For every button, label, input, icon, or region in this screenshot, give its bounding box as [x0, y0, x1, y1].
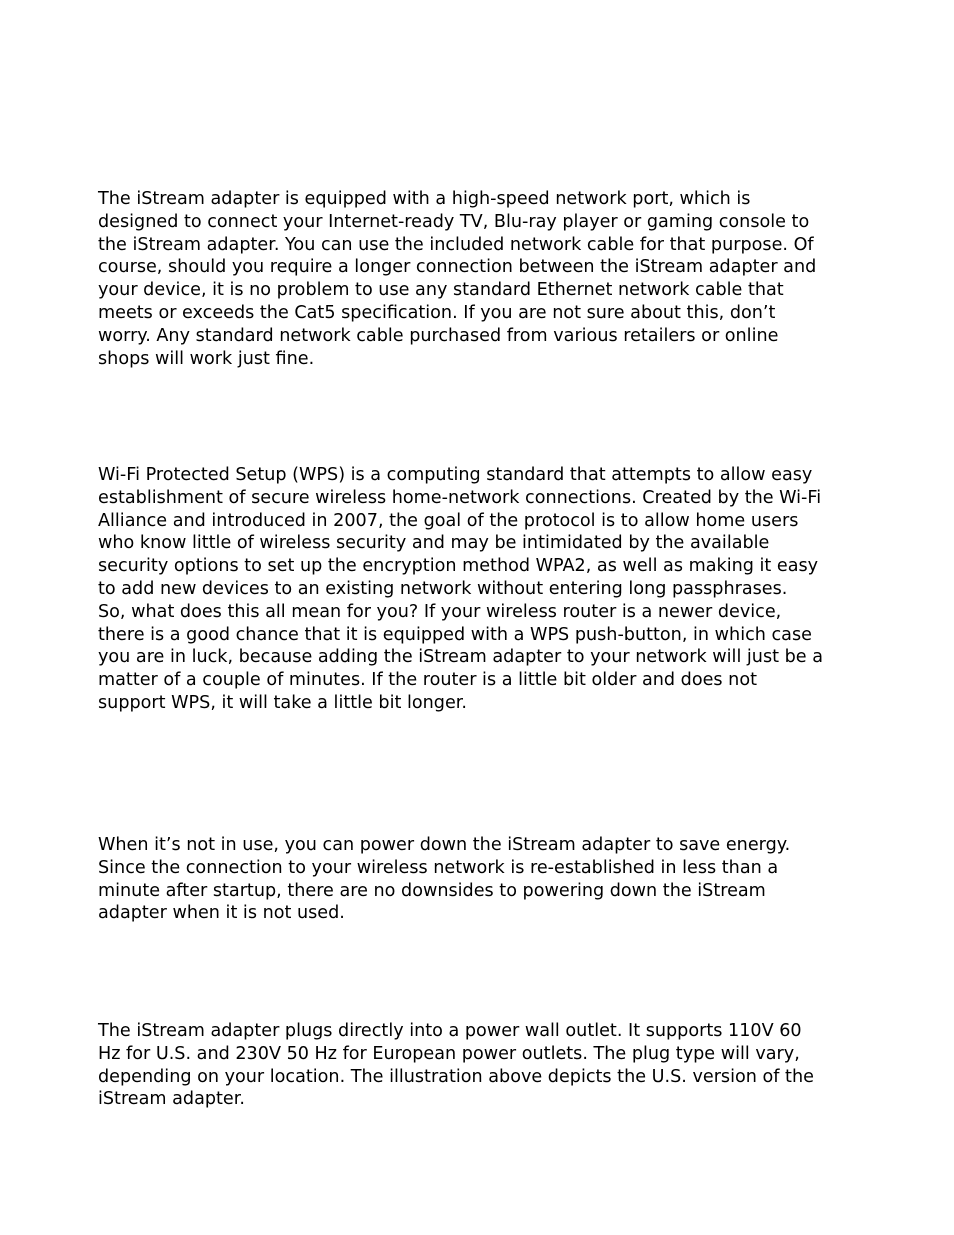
paragraph-network-port: The iStream adapter is equipped with a high-speed network port, which is designed to connect your Internet-ready TV, Blu-ray player or gaming console to the iStream adapter. You can use the included network cable for that purpose. Of course, should you require a longer connection between the iStream adapter and your device, it is no problem to use any standard Ethernet network cable that meets or exceeds the Cat5 specification. If you are not sure about this, don’t worry. Any standard network cable purchased from various retailers or online shops will work just fine. — [98, 189, 817, 369]
paragraph-power-outlet: The iStream adapter plugs directly into a power wall outlet. It supports 110V 60 Hz for U.S. and 230V 50 Hz for European power outlets. The plug type will vary, depending on your location. The illustration above depicts the U.S. version of the iStream adapter. — [98, 1021, 814, 1110]
paragraph-wps: Wi-Fi Protected Setup (WPS) is a computing standard that attempts to allow easy establishment of secure wireless home-network connections. Created by the Wi-Fi Alliance and introduced in 2007, the goal of the protocol is to allow home users who know little of wireless security and may be intimidated by the available security options to set up the encryption method WPA2, as well as making it easy to add new devices to an existing network without entering long passphrases. So, what does this all mean for you? If your wireless router is a newer device, there is a good chance that it is equipped with a WPS push-button, in which case you are in luck, because adding the iStream adapter to your network will just be a matter of a couple of minutes. If the router is a little bit older and does not support WPS, it will take a little bit longer. — [98, 465, 823, 713]
paragraph-power-down: When it’s not in use, you can power down the iStream adapter to save energy. Since the connection to your wireless network is re-established in less than a minute after startup, there are no downsides to powering down the iStream adapter when it is not used. — [98, 835, 791, 924]
